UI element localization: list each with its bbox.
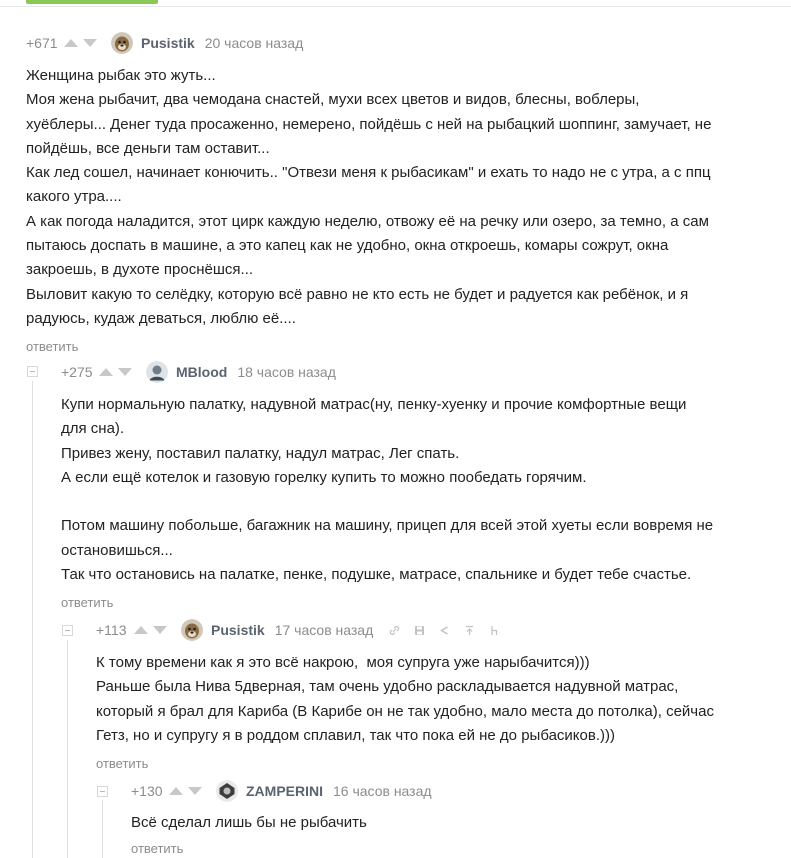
emblem-avatar-icon[interactable] (216, 780, 238, 802)
downvote-icon[interactable] (188, 787, 202, 795)
save-icon[interactable] (414, 625, 425, 636)
downvote-icon[interactable] (153, 626, 167, 634)
comment-rating: +275 (61, 364, 93, 380)
dog-avatar-icon[interactable] (181, 619, 203, 641)
comment-line: Привез жену, поставил палатку, надул матрас, Лег спать. (61, 444, 460, 462)
comment-line: какого утра.... (26, 188, 122, 206)
comment-header (96, 620, 776, 640)
go-to-parent-icon[interactable] (464, 625, 475, 636)
comment-text (96, 651, 776, 748)
comment-line: Всё сделал лишь бы не рыбачить (131, 814, 367, 831)
thread-line (67, 640, 68, 858)
comment-line: Выловит какую то селёдку, которую всё равно не кто есть не будет и радуется как ребёнок, и я (26, 285, 689, 303)
comment-line: Раньше была Нива 5дверная, там очень удобно раскладывается надувной матрас, (96, 678, 679, 696)
comment-tools (389, 625, 500, 636)
comment-header (26, 33, 766, 53)
upvote-icon[interactable] (99, 368, 113, 376)
thread-line (102, 800, 103, 858)
active-tab-indicator (26, 0, 158, 4)
comment-line: который я брал для Кариба (В Карибе он не так удобно, мало места до потолка), сейчас (96, 702, 714, 720)
comment-line: Купи нормальную палатку, надувной матрас(ну, пенку-хуенку и прочие комфортные вещи (61, 396, 687, 413)
comment (131, 781, 771, 856)
share-icon[interactable] (439, 625, 450, 636)
comment (61, 362, 771, 610)
comment-timestamp[interactable]: 17 часов назад (274, 622, 374, 638)
comment-line: Потом машину побольше, багажник на машину, прицеп для всей этой хуеты если вовремя не (61, 517, 714, 535)
reply-link[interactable]: ответить (96, 756, 149, 772)
comment-line: Женщина рыбак это жуть... (26, 67, 216, 84)
comment-line: для сна). (61, 420, 125, 438)
comment-line: хуёблеры... Денег туда просаженно, немерено, пойдёшь с ней на рыбацкий шоппинг, замучает, не (26, 115, 712, 133)
comment-timestamp[interactable]: 20 часов назад (204, 35, 304, 51)
upvote-icon[interactable] (169, 787, 183, 795)
comment-line: К тому времени как я это всё накрою, моя супруга уже нарыбачится))) (96, 654, 590, 671)
comment-line: А как погода наладится, этот цирк каждую неделю, отвожу её на речку или озеро, за темно, а сам (26, 212, 709, 230)
comment-line: закроешь, в духоте проснёшся... (26, 261, 254, 279)
collapse-toggle[interactable] (97, 786, 108, 797)
comment-text (26, 64, 766, 331)
comment-line: пытаюсь доспать в машине, а это капец как не удобно, окна откроешь, комары сожрут, окна (26, 237, 669, 255)
comment-header (61, 362, 771, 382)
downvote-icon[interactable] (83, 39, 97, 47)
collapse-toggle[interactable] (27, 366, 38, 377)
comment-username[interactable]: Pusistik (211, 622, 265, 638)
comment-line: Так что остановись на палатке, пенке, подушке, матрасе, спальнике и будет тебе счастье. (61, 566, 692, 584)
comment-timestamp[interactable]: 18 часов назад (237, 364, 336, 380)
comment (26, 33, 766, 354)
comment-line: А если ещё котелок и газовую горелку купить то можно пообедать горячим. (61, 468, 587, 486)
reply-link[interactable]: ответить (131, 841, 184, 857)
comment-line: Гетз, но и супругу я в роддом сплавил, так что пока ей не до рыбасиков.))) (96, 726, 615, 744)
hide-icon[interactable] (489, 625, 500, 636)
comment-username[interactable]: Pusistik (141, 35, 195, 51)
reply-link[interactable]: ответить (26, 339, 79, 355)
person-avatar-icon[interactable] (146, 361, 168, 383)
link-icon[interactable] (389, 625, 400, 636)
comment-line: остановишься... (61, 541, 173, 559)
comment-header (131, 781, 771, 801)
comment-rating: +671 (26, 35, 58, 51)
comment-text (131, 811, 771, 835)
comment-line: радуюсь, кудаж деваться, люблю её.... (26, 309, 296, 327)
downvote-icon[interactable] (118, 368, 132, 376)
reply-link[interactable]: ответить (61, 595, 114, 611)
comment-username[interactable]: MBlood (176, 364, 228, 380)
dog-avatar-icon[interactable] (111, 32, 133, 54)
comment-line: Как лед сошел, начинает конючить.. "Отвези меня к рыбасикам" и ехать то надо не с утра, а с ппц (26, 164, 711, 182)
comment-timestamp[interactable]: 16 часов назад (333, 783, 432, 799)
collapse-toggle[interactable] (62, 625, 73, 636)
comment (96, 620, 776, 771)
thread-line (32, 381, 33, 858)
top-divider (0, 6, 791, 7)
comment-text (61, 393, 771, 587)
comment-username[interactable]: ZAMPERINI (246, 783, 323, 799)
comment-line: пойдёшь, все деньги там оставит... (26, 139, 270, 157)
upvote-icon[interactable] (134, 626, 148, 634)
comment-line (61, 490, 771, 514)
comment-rating: +113 (96, 622, 127, 638)
comment-rating: +130 (131, 783, 163, 799)
upvote-icon[interactable] (64, 39, 78, 47)
comment-line: Моя жена рыбачит, два чемодана снастей, мухи всех цветов и видов, блесны, воблеры, (26, 91, 640, 109)
